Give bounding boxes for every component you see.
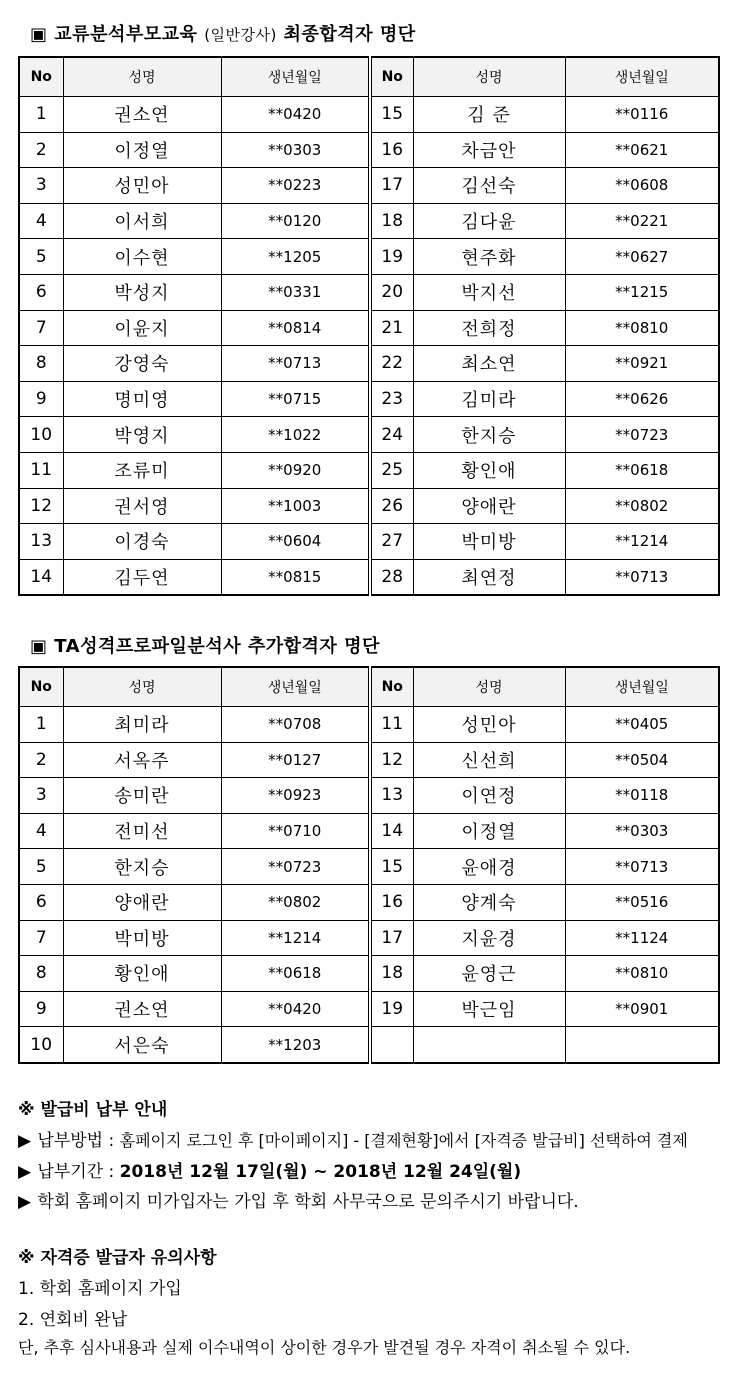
header-no: No [370, 667, 413, 707]
fee-method-label: 납부방법 : [37, 1131, 115, 1151]
row-birth-cell: **0221 [565, 203, 719, 239]
row-birth-cell: **1203 [221, 1027, 370, 1063]
row-no-cell: 7 [19, 920, 63, 956]
row-no-cell: 11 [370, 707, 413, 743]
row-birth-cell: **0420 [221, 991, 370, 1027]
square-bullet-icon: ▣ [30, 636, 48, 657]
row-birth-cell: **0618 [221, 956, 370, 992]
table-row [19, 884, 719, 920]
header-name: 성명 [63, 667, 221, 707]
row-birth-cell: **0118 [565, 778, 719, 814]
table-row [19, 239, 719, 275]
section2-title-text: TA성격프로파일분석사 추가합격자 명단 [54, 636, 380, 657]
row-name-cell: 박지선 [413, 274, 565, 310]
row-no-cell: 4 [19, 203, 63, 239]
cert-item-2: 2. 연회비 완납 [18, 1310, 128, 1330]
row-no-cell: 9 [19, 991, 63, 1027]
row-birth-cell: **0420 [221, 97, 370, 133]
table-row [19, 778, 719, 814]
row-birth-cell: **0120 [221, 203, 370, 239]
row-no-cell: 4 [19, 813, 63, 849]
row-name-cell: 권소연 [63, 991, 221, 1027]
row-name-cell [413, 1027, 565, 1063]
table-row [19, 742, 719, 778]
row-no-cell: 25 [370, 452, 413, 488]
row-no-cell: 10 [19, 1027, 63, 1063]
row-no-cell: 7 [19, 310, 63, 346]
row-birth-cell: **0608 [565, 168, 719, 204]
header-birth: 생년월일 [565, 57, 719, 97]
row-name-cell: 전희정 [413, 310, 565, 346]
row-name-cell: 이연정 [413, 778, 565, 814]
row-name-cell: 권소연 [63, 97, 221, 133]
row-name-cell: 박영지 [63, 417, 221, 453]
row-birth-cell: **1022 [221, 417, 370, 453]
nonmember-line [18, 1187, 579, 1212]
row-name-cell: 전미선 [63, 813, 221, 849]
row-name-cell: 최연정 [413, 559, 565, 595]
row-birth-cell: **0621 [565, 132, 719, 168]
triangle-bullet-icon: ▶ [18, 1192, 32, 1212]
row-name-cell: 한지승 [63, 849, 221, 885]
row-no-cell: 13 [370, 778, 413, 814]
row-birth-cell: **0815 [221, 559, 370, 595]
triangle-bullet-icon: ▶ [18, 1131, 32, 1151]
row-no-cell: 16 [370, 132, 413, 168]
row-name-cell: 윤애경 [413, 849, 565, 885]
row-name-cell: 권서영 [63, 488, 221, 524]
row-name-cell: 박성지 [63, 274, 221, 310]
table-row [19, 168, 719, 204]
row-name-cell: 황인애 [413, 452, 565, 488]
row-no-cell: 11 [19, 452, 63, 488]
row-birth-cell: **0713 [221, 346, 370, 382]
row-birth-cell: **0516 [565, 884, 719, 920]
fee-period-line [18, 1157, 521, 1182]
table-row [19, 274, 719, 310]
row-name-cell: 이경숙 [63, 524, 221, 560]
row-birth-cell: **0713 [565, 849, 719, 885]
row-name-cell: 서은숙 [63, 1027, 221, 1063]
row-birth-cell: **0810 [565, 956, 719, 992]
row-name-cell: 박미방 [413, 524, 565, 560]
header-no: No [19, 667, 63, 707]
row-no-cell: 12 [19, 488, 63, 524]
row-birth-cell: **0920 [221, 452, 370, 488]
row-birth-cell: **0331 [221, 274, 370, 310]
fee-method-line [18, 1126, 688, 1151]
section2-table [18, 666, 720, 1064]
table-row [19, 346, 719, 382]
row-no-cell: 15 [370, 97, 413, 133]
table-row [19, 707, 719, 743]
row-no-cell: 3 [19, 778, 63, 814]
row-birth-cell: **0708 [221, 707, 370, 743]
row-no-cell: 10 [19, 417, 63, 453]
row-birth-cell: **0127 [221, 742, 370, 778]
row-no-cell: 12 [370, 742, 413, 778]
row-name-cell: 박미방 [63, 920, 221, 956]
header-name: 성명 [63, 57, 221, 97]
row-birth-cell: **0723 [221, 849, 370, 885]
row-name-cell: 이정열 [63, 132, 221, 168]
table-row [19, 452, 719, 488]
row-no-cell: 27 [370, 524, 413, 560]
row-name-cell: 이수현 [63, 239, 221, 275]
row-no-cell: 19 [370, 991, 413, 1027]
row-no-cell: 1 [19, 707, 63, 743]
row-birth-cell: **0710 [221, 813, 370, 849]
row-name-cell: 신선희 [413, 742, 565, 778]
table-row [19, 559, 719, 595]
row-no-cell: 8 [19, 346, 63, 382]
header-no: No [370, 57, 413, 97]
row-name-cell: 최미라 [63, 707, 221, 743]
table-row [19, 97, 719, 133]
row-birth-cell: **0303 [565, 813, 719, 849]
section1-table [18, 56, 720, 596]
table-row [19, 524, 719, 560]
row-name-cell: 명미영 [63, 381, 221, 417]
row-name-cell: 성민아 [63, 168, 221, 204]
section1-title-main: 교류분석부모교육 [54, 24, 198, 45]
row-birth-cell: **0504 [565, 742, 719, 778]
row-birth-cell: **0715 [221, 381, 370, 417]
row-birth-cell: **0116 [565, 97, 719, 133]
header-name: 성명 [413, 667, 565, 707]
table-row [19, 381, 719, 417]
row-name-cell: 이정열 [413, 813, 565, 849]
table-header-row [19, 667, 719, 707]
row-birth-cell: **0901 [565, 991, 719, 1027]
row-no-cell: 3 [19, 168, 63, 204]
row-no-cell: 6 [19, 274, 63, 310]
cert-caveat: 단, 추후 심사내용과 실제 이수내역이 상이한 경우가 발견될 경우 자격이 취소될 수 있다. [18, 1338, 631, 1357]
table-row [19, 920, 719, 956]
row-birth-cell: **0627 [565, 239, 719, 275]
row-birth-cell: **0303 [221, 132, 370, 168]
row-no-cell: 9 [19, 381, 63, 417]
row-name-cell: 지윤경 [413, 920, 565, 956]
table-row [19, 417, 719, 453]
row-no-cell: 6 [19, 884, 63, 920]
row-birth-cell [565, 1027, 719, 1063]
row-name-cell: 차금안 [413, 132, 565, 168]
row-name-cell: 김선숙 [413, 168, 565, 204]
table-row [19, 132, 719, 168]
row-name-cell: 양계숙 [413, 884, 565, 920]
section2-title [30, 632, 380, 658]
row-birth-cell: **0923 [221, 778, 370, 814]
table-header-row [19, 57, 719, 97]
row-no-cell: 22 [370, 346, 413, 382]
row-no-cell: 20 [370, 274, 413, 310]
row-name-cell: 김다윤 [413, 203, 565, 239]
row-birth-cell: **0713 [565, 559, 719, 595]
row-no-cell: 5 [19, 849, 63, 885]
row-name-cell: 윤영근 [413, 956, 565, 992]
fee-notice-title: ※ 발급비 납부 안내 [18, 1100, 168, 1120]
row-name-cell: 최소연 [413, 346, 565, 382]
row-birth-cell: **1003 [221, 488, 370, 524]
fee-period-label: 납부기간 : [37, 1162, 115, 1182]
cert-notice-title: ※ 자격증 발급자 유의사항 [18, 1248, 217, 1268]
row-no-cell: 14 [19, 559, 63, 595]
row-birth-cell: **0626 [565, 381, 719, 417]
row-no-cell: 18 [370, 203, 413, 239]
row-birth-cell: **0810 [565, 310, 719, 346]
header-name: 성명 [413, 57, 565, 97]
row-no-cell: 24 [370, 417, 413, 453]
table-row [19, 1027, 719, 1063]
header-birth: 생년월일 [565, 667, 719, 707]
row-no-cell: 13 [19, 524, 63, 560]
row-no-cell: 15 [370, 849, 413, 885]
section1-title-paren: (일반강사) [204, 26, 277, 44]
row-birth-cell: **1214 [565, 524, 719, 560]
row-name-cell: 김미라 [413, 381, 565, 417]
row-birth-cell: **0723 [565, 417, 719, 453]
table-row [19, 203, 719, 239]
square-bullet-icon: ▣ [30, 24, 48, 45]
row-name-cell: 김두연 [63, 559, 221, 595]
row-name-cell: 양애란 [413, 488, 565, 524]
row-no-cell: 2 [19, 132, 63, 168]
table-row [19, 488, 719, 524]
cert-item-1: 1. 학회 홈페이지 가입 [18, 1279, 182, 1299]
header-birth: 생년월일 [221, 57, 370, 97]
row-name-cell: 조류미 [63, 452, 221, 488]
row-name-cell: 황인애 [63, 956, 221, 992]
row-no-cell: 5 [19, 239, 63, 275]
row-name-cell: 김 준 [413, 97, 565, 133]
row-no-cell: 23 [370, 381, 413, 417]
row-no-cell: 17 [370, 168, 413, 204]
row-birth-cell: **1205 [221, 239, 370, 275]
row-birth-cell: **0921 [565, 346, 719, 382]
row-no-cell: 28 [370, 559, 413, 595]
row-name-cell: 이서희 [63, 203, 221, 239]
nonmember-text: 학회 홈페이지 미가입자는 가입 후 학회 사무국으로 문의주시기 바랍니다. [37, 1192, 579, 1212]
row-birth-cell: **0814 [221, 310, 370, 346]
row-name-cell: 박근임 [413, 991, 565, 1027]
table-row [19, 849, 719, 885]
row-birth-cell: **0618 [565, 452, 719, 488]
table-row [19, 813, 719, 849]
row-no-cell: 26 [370, 488, 413, 524]
row-birth-cell: **0802 [565, 488, 719, 524]
row-name-cell: 양애란 [63, 884, 221, 920]
row-no-cell: 19 [370, 239, 413, 275]
row-name-cell: 현주화 [413, 239, 565, 275]
row-no-cell: 1 [19, 97, 63, 133]
row-no-cell: 14 [370, 813, 413, 849]
row-no-cell: 18 [370, 956, 413, 992]
row-no-cell: 21 [370, 310, 413, 346]
header-birth: 생년월일 [221, 667, 370, 707]
fee-method-text: 홈페이지 로그인 후 [마이페이지] - [결제현황]에서 [자격증 발급비] 선택하여 결제 [119, 1131, 688, 1150]
triangle-bullet-icon: ▶ [18, 1162, 32, 1182]
row-birth-cell: **0405 [565, 707, 719, 743]
row-birth-cell: **0604 [221, 524, 370, 560]
row-birth-cell: **1124 [565, 920, 719, 956]
row-name-cell: 송미란 [63, 778, 221, 814]
row-birth-cell: **0223 [221, 168, 370, 204]
header-no: No [19, 57, 63, 97]
table-row [19, 991, 719, 1027]
row-no-cell [370, 1027, 413, 1063]
row-birth-cell: **1214 [221, 920, 370, 956]
row-name-cell: 강영숙 [63, 346, 221, 382]
row-name-cell: 서옥주 [63, 742, 221, 778]
row-birth-cell: **1215 [565, 274, 719, 310]
row-name-cell: 한지승 [413, 417, 565, 453]
table-row [19, 310, 719, 346]
section1-title [30, 20, 416, 46]
row-no-cell: 8 [19, 956, 63, 992]
row-name-cell: 성민아 [413, 707, 565, 743]
section1-title-rest: 최종합격자 명단 [283, 24, 416, 45]
fee-period-text: 2018년 12월 17일(월) ~ 2018년 12월 24일(월) [119, 1162, 522, 1182]
table-row [19, 956, 719, 992]
row-birth-cell: **0802 [221, 884, 370, 920]
row-no-cell: 17 [370, 920, 413, 956]
row-no-cell: 2 [19, 742, 63, 778]
row-name-cell: 이윤지 [63, 310, 221, 346]
row-no-cell: 16 [370, 884, 413, 920]
